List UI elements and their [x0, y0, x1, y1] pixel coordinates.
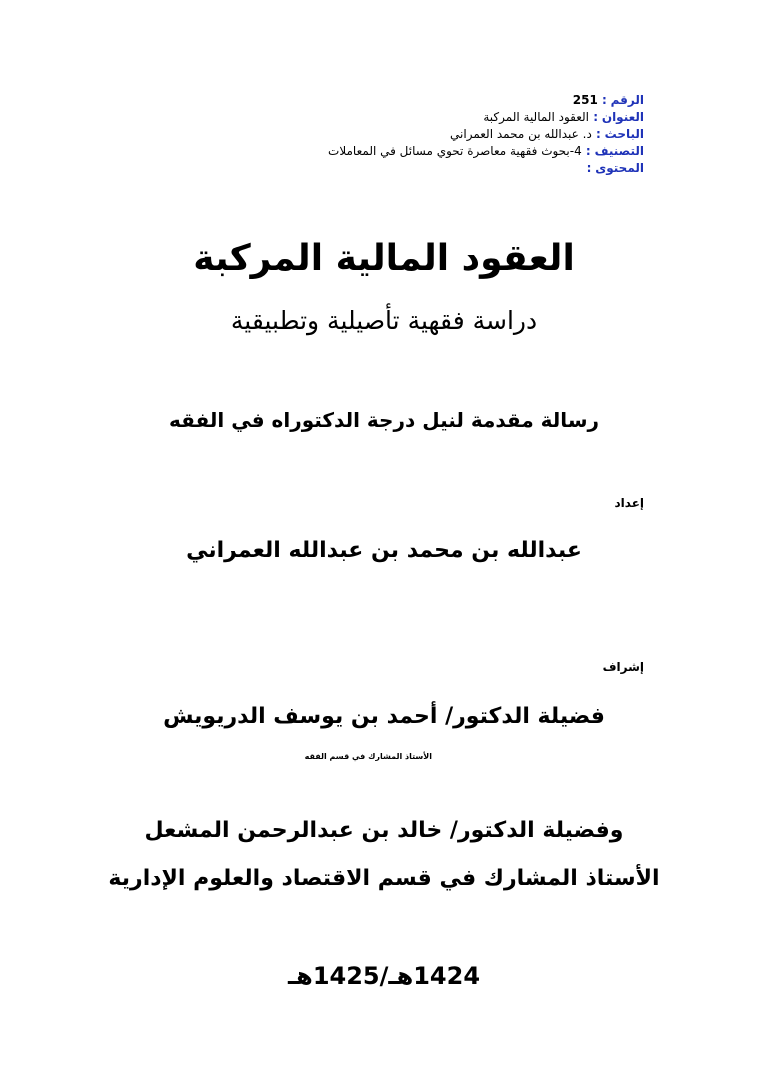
meta-title-row: العنوان : العقود المالية المركبة [483, 110, 644, 124]
meta-content-row: المحتوى : [586, 161, 644, 175]
supervisor-2-name: وفضيلة الدكتور/ خالد بن عبدالرحمن المشعل [144, 818, 624, 843]
meta-researcher-row: الباحث : د. عبدالله بن محمد العمراني [450, 127, 644, 141]
author-name: عبدالله بن محمد بن عبدالله العمراني [186, 538, 582, 563]
metadata-block [84, 92, 644, 177]
meta-classification-label: التصنيف [594, 144, 644, 158]
supervisor-1-role: الأستاذ المشارك في قسم الفقه [304, 752, 432, 761]
cover-title: العقود المالية المركبة [193, 238, 575, 279]
meta-number-label: الرقم [610, 93, 644, 107]
meta-classification-row: التصنيف : 4-بحوث فقهية معاصرة تحوي مسائل في المعاملات [328, 144, 644, 158]
thesis-statement: رسالة مقدمة لنيل درجة الدكتوراه في الفقه [169, 408, 599, 432]
prepared-by-label: إعداد [614, 496, 644, 510]
meta-title-value: العقود المالية المركبة [483, 110, 590, 124]
meta-researcher-label: الباحث [604, 127, 644, 141]
meta-researcher-value: د. عبدالله بن محمد العمراني [450, 127, 592, 141]
supervision-label: إشراف [602, 660, 644, 674]
hijri-date: 1424هـ/1425هـ [287, 962, 481, 990]
supervisor-1-name: فضيلة الدكتور/ أحمد بن يوسف الدريويش [163, 704, 605, 729]
meta-content-label: المحتوى [595, 161, 644, 175]
meta-classification-value: 4-بحوث فقهية معاصرة تحوي مسائل في المعاملات [328, 144, 582, 158]
meta-number-value: 251 [572, 93, 598, 107]
meta-number-row: الرقم : 251 [572, 93, 644, 107]
cover-subtitle: دراسة فقهية تأصيلية وتطبيقية [230, 306, 538, 335]
meta-title-label: العنوان [601, 110, 644, 124]
supervisor-2-role: الأستاذ المشارك في قسم الاقتصاد والعلوم الإدارية [108, 866, 660, 891]
